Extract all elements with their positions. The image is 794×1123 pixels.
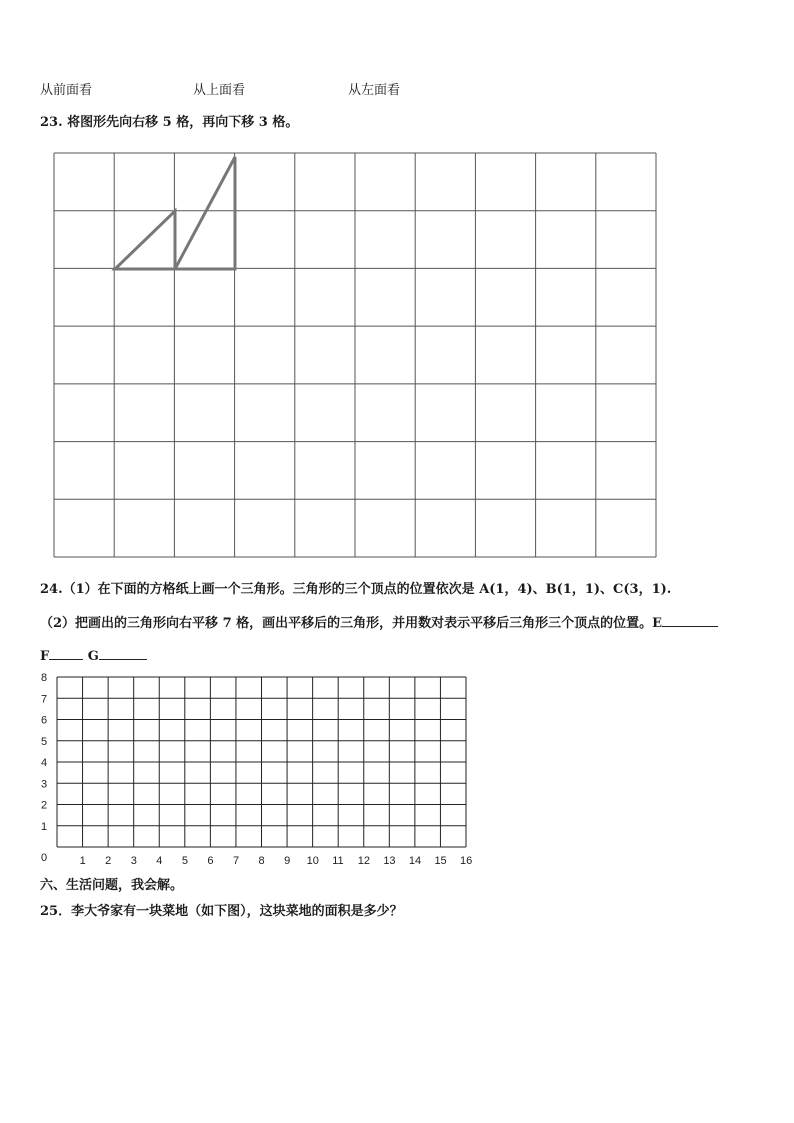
q24-y-tick: 1 [41, 820, 48, 833]
q24-x-tick: 7 [232, 855, 240, 867]
q24-y-tick: 2 [41, 799, 48, 812]
q24-x-tick: 6 [207, 855, 214, 867]
q24-x-tick: 13 [383, 855, 396, 867]
q24-y-tick: 3 [41, 778, 48, 791]
q24-x-tick-labels [80, 855, 473, 867]
view-label-left: 从左面看 [348, 83, 401, 98]
q24-y-tick: 6 [41, 714, 48, 727]
q24-label-G: G [87, 649, 99, 664]
q24-y-tick-labels [41, 672, 47, 864]
q25-text: 25．李大爷家有一块菜地（如下图），这块菜地的面积是多少？ [40, 904, 403, 919]
q23-instruction: 将图形先向右移 5 格，再向下移 3 格。 [67, 115, 299, 130]
section6-title: 六、生活问题，我会解。 [40, 878, 184, 893]
q24-x-tick: 15 [434, 855, 447, 867]
q24-y-tick: 8 [41, 672, 48, 684]
q24-grid-lines [57, 677, 466, 847]
q24-part1: 24.（1）在下面的方格纸上画一个三角形。三角形的三个顶点的位置依次是 A(1，4)、B(1，1)、C(3，1). [40, 582, 672, 597]
q24-x-tick: 12 [357, 855, 370, 867]
q24-x-tick: 14 [408, 855, 422, 867]
q24-x-tick: 9 [284, 855, 291, 867]
q24-label-F: F [40, 649, 50, 664]
q24-y-tick: 7 [41, 693, 48, 706]
q24-y-tick: 4 [41, 757, 48, 769]
q24-x-tick: 3 [130, 855, 137, 867]
q24-x-tick: 2 [105, 855, 112, 867]
q24-x-tick: 8 [258, 855, 265, 867]
q24-x-tick: 16 [460, 855, 473, 867]
q24-x-tick: 1 [79, 855, 86, 867]
q24-part2: （2）把画出的三角形向右平移 7 格，画出平移后的三角形，并用数对表示平移后三角形三个顶点的位置。E [40, 614, 718, 632]
q24-x-tick: 10 [306, 855, 319, 867]
q24-y-tick: 0 [41, 852, 48, 864]
q24-x-tick: 4 [156, 855, 163, 867]
q23-number: 23. [40, 115, 63, 130]
q24-x-tick: 11 [332, 855, 344, 867]
q24-y-tick: 5 [41, 735, 48, 748]
view-label-top: 从上面看 [193, 83, 246, 98]
view-label-front: 从前面看 [40, 83, 93, 98]
q24-x-tick: 5 [181, 855, 188, 867]
